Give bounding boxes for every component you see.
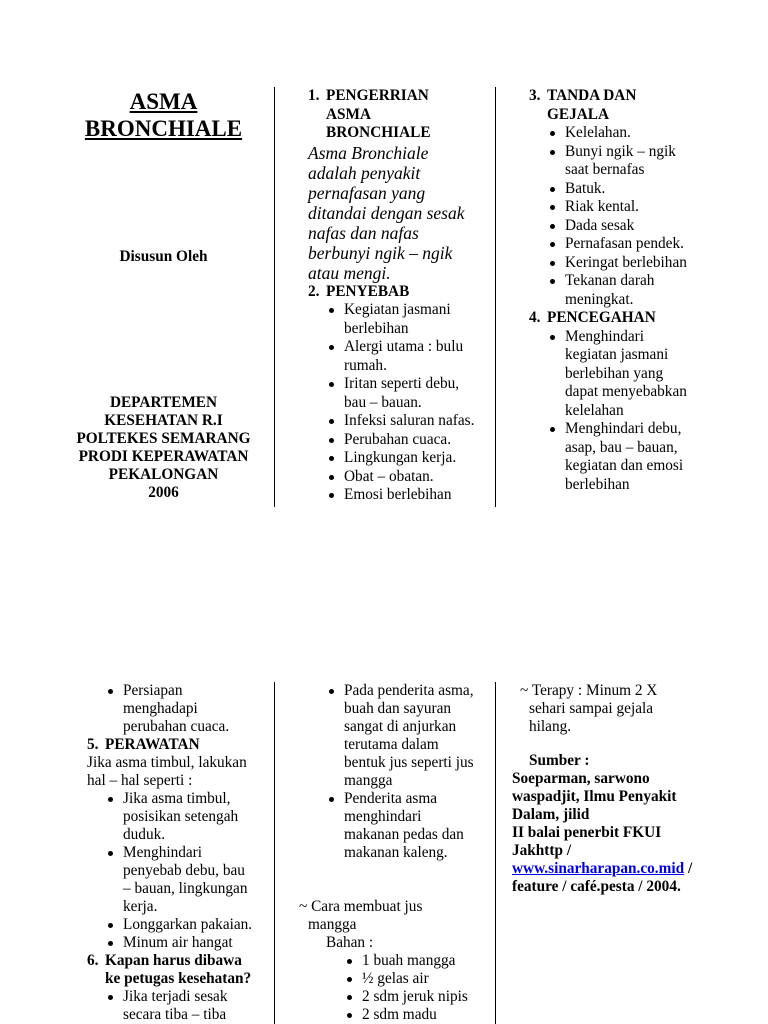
source-link-suffix: / xyxy=(684,860,693,877)
section-number: 1. xyxy=(308,87,320,104)
list-item: Keringat berlebihan xyxy=(565,254,759,273)
list-item: Kelelahan. xyxy=(565,124,759,143)
divider-top-left xyxy=(274,87,275,507)
source-link-line xyxy=(512,860,752,878)
list-item: Pernafasan pendek. xyxy=(565,235,759,254)
therapy-text: ~ Terapy : Minum 2 X sehari sampai gejala hilang. xyxy=(520,682,658,735)
section-title: PENYEBAB xyxy=(326,282,410,300)
divider-bottom-left xyxy=(274,682,275,1024)
list-item: Dada sesak xyxy=(565,217,759,236)
causes-list xyxy=(344,301,490,505)
list-item: Alergi utama : bulu rumah. xyxy=(344,338,490,375)
list-item: Jika asma timbul, posisikan setengah duduk. xyxy=(123,790,270,844)
ingredients-label: Bahan : xyxy=(326,934,374,951)
organization-block: DEPARTEMEN KESEHATAN R.I POLTEKES SEMARANG PRODI KEPERAWATAN PEKALONGAN 2006 xyxy=(76,394,251,501)
list-item: Obat – obatan. xyxy=(344,468,490,487)
list-item: Emosi berlebihan xyxy=(344,486,490,505)
author-label: Disusun Oleh xyxy=(119,248,208,265)
section-number: 3. xyxy=(529,87,541,104)
ingredients-list xyxy=(362,952,489,1024)
section-heading-care xyxy=(87,736,270,754)
source-citation: Soeparman, sarwono waspadjit, Ilmu Penyakit Dalam, jilid II balai penerbit FKUI Jakhttp / xyxy=(512,770,677,859)
list-item: 2 sdm madu xyxy=(362,1006,489,1024)
diet-list xyxy=(344,682,489,862)
definition-causes-column xyxy=(308,87,490,505)
section-heading-symptoms xyxy=(529,87,759,124)
recipe-title: ~ Cara membuat jus mangga xyxy=(299,898,423,933)
care-intro-text: Jika asma timbul, lakukan hal – hal seperti : xyxy=(87,754,247,789)
symptoms-prevention-column xyxy=(529,87,759,494)
section-number: 4. xyxy=(529,309,541,326)
care-list xyxy=(123,790,270,952)
list-item: ½ gelas air xyxy=(362,970,489,988)
definition-text: Asma Bronchiale adalah penyakit pernafasan yang ditandai dengan sesak nafas dan nafas berbunyi ngik – ngik atau mengi. xyxy=(308,142,465,283)
list-item: Tekanan darah meningkat. xyxy=(565,272,759,309)
list-item: 1 buah mangga xyxy=(362,952,489,970)
section-title: PENCEGAHAN xyxy=(547,309,656,326)
list-item: Longgarkan pakaian. xyxy=(123,916,270,934)
list-item: Riak kental. xyxy=(565,198,759,217)
list-item: Persiapan menghadapi perubahan cuaca. xyxy=(123,682,270,736)
list-item: Lingkungan kerja. xyxy=(344,449,490,468)
list-item: Menghindari debu, asap, bau – bauan, kegiatan dan emosi berlebihan xyxy=(565,420,759,494)
section-heading-causes xyxy=(308,283,490,302)
diet-recipe-column xyxy=(299,682,489,1024)
leaflet-title: ASMA BRONCHIALE xyxy=(84,89,243,141)
list-item: Menghindari penyebab debu, bau – bauan, lingkungan kerja. xyxy=(123,844,270,916)
section-title: TANDA DAN GEJALA xyxy=(547,87,637,123)
list-item: Perubahan cuaca. xyxy=(344,431,490,450)
section-number: 6. xyxy=(87,952,99,969)
list-item: Kegiatan jasmani berlebihan xyxy=(344,301,490,338)
symptoms-list xyxy=(565,124,759,309)
section-heading-prevention xyxy=(529,309,759,328)
list-item: Bunyi ngik – ngik saat bernafas xyxy=(565,143,759,180)
section-title: PERAWATAN xyxy=(105,736,200,753)
section-title: Kapan harus dibawa ke petugas kesehatan? xyxy=(105,952,252,987)
sources-label: Sumber : xyxy=(529,752,590,769)
divider-bottom-right xyxy=(495,682,496,1024)
source-citation-end: feature / café.pesta / 2004. xyxy=(512,878,681,895)
section-number: 5. xyxy=(87,736,99,753)
section-number: 2. xyxy=(308,282,320,300)
section-heading-definition xyxy=(308,87,490,143)
prevention-list xyxy=(565,328,759,495)
section-title: PENGERRIAN ASMA BRONCHIALE xyxy=(326,87,431,141)
therapy-sources-column xyxy=(512,682,752,896)
divider-top-right xyxy=(495,87,496,507)
list-item: Jika terjadi sesak secara tiba – tiba xyxy=(123,988,270,1024)
list-item: Batuk. xyxy=(565,180,759,199)
source-link[interactable]: www.sinarharapan.co.mid xyxy=(512,860,685,877)
section-heading-when-to-seek-help xyxy=(87,952,270,988)
list-item: Penderita asma menghindari makanan pedas dan makanan kaleng. xyxy=(344,790,489,862)
care-column xyxy=(87,682,270,1024)
list-item: Minum air hangat xyxy=(123,934,270,952)
list-item: Iritan seperti debu, bau – bauan. xyxy=(344,375,490,412)
list-item: Menghindari kegiatan jasmani berlebihan yang dapat menyebabkan kelelahan xyxy=(565,328,759,421)
list-item: Pada penderita asma, buah dan sayuran sangat di anjurkan terutama dalam bentuk jus seperti jus mangga xyxy=(344,682,489,790)
list-item: Infeksi saluran nafas. xyxy=(344,412,490,431)
seek-help-list xyxy=(123,988,270,1024)
prevention-list-continued xyxy=(123,682,270,736)
list-item: 2 sdm jeruk nipis xyxy=(362,988,489,1006)
